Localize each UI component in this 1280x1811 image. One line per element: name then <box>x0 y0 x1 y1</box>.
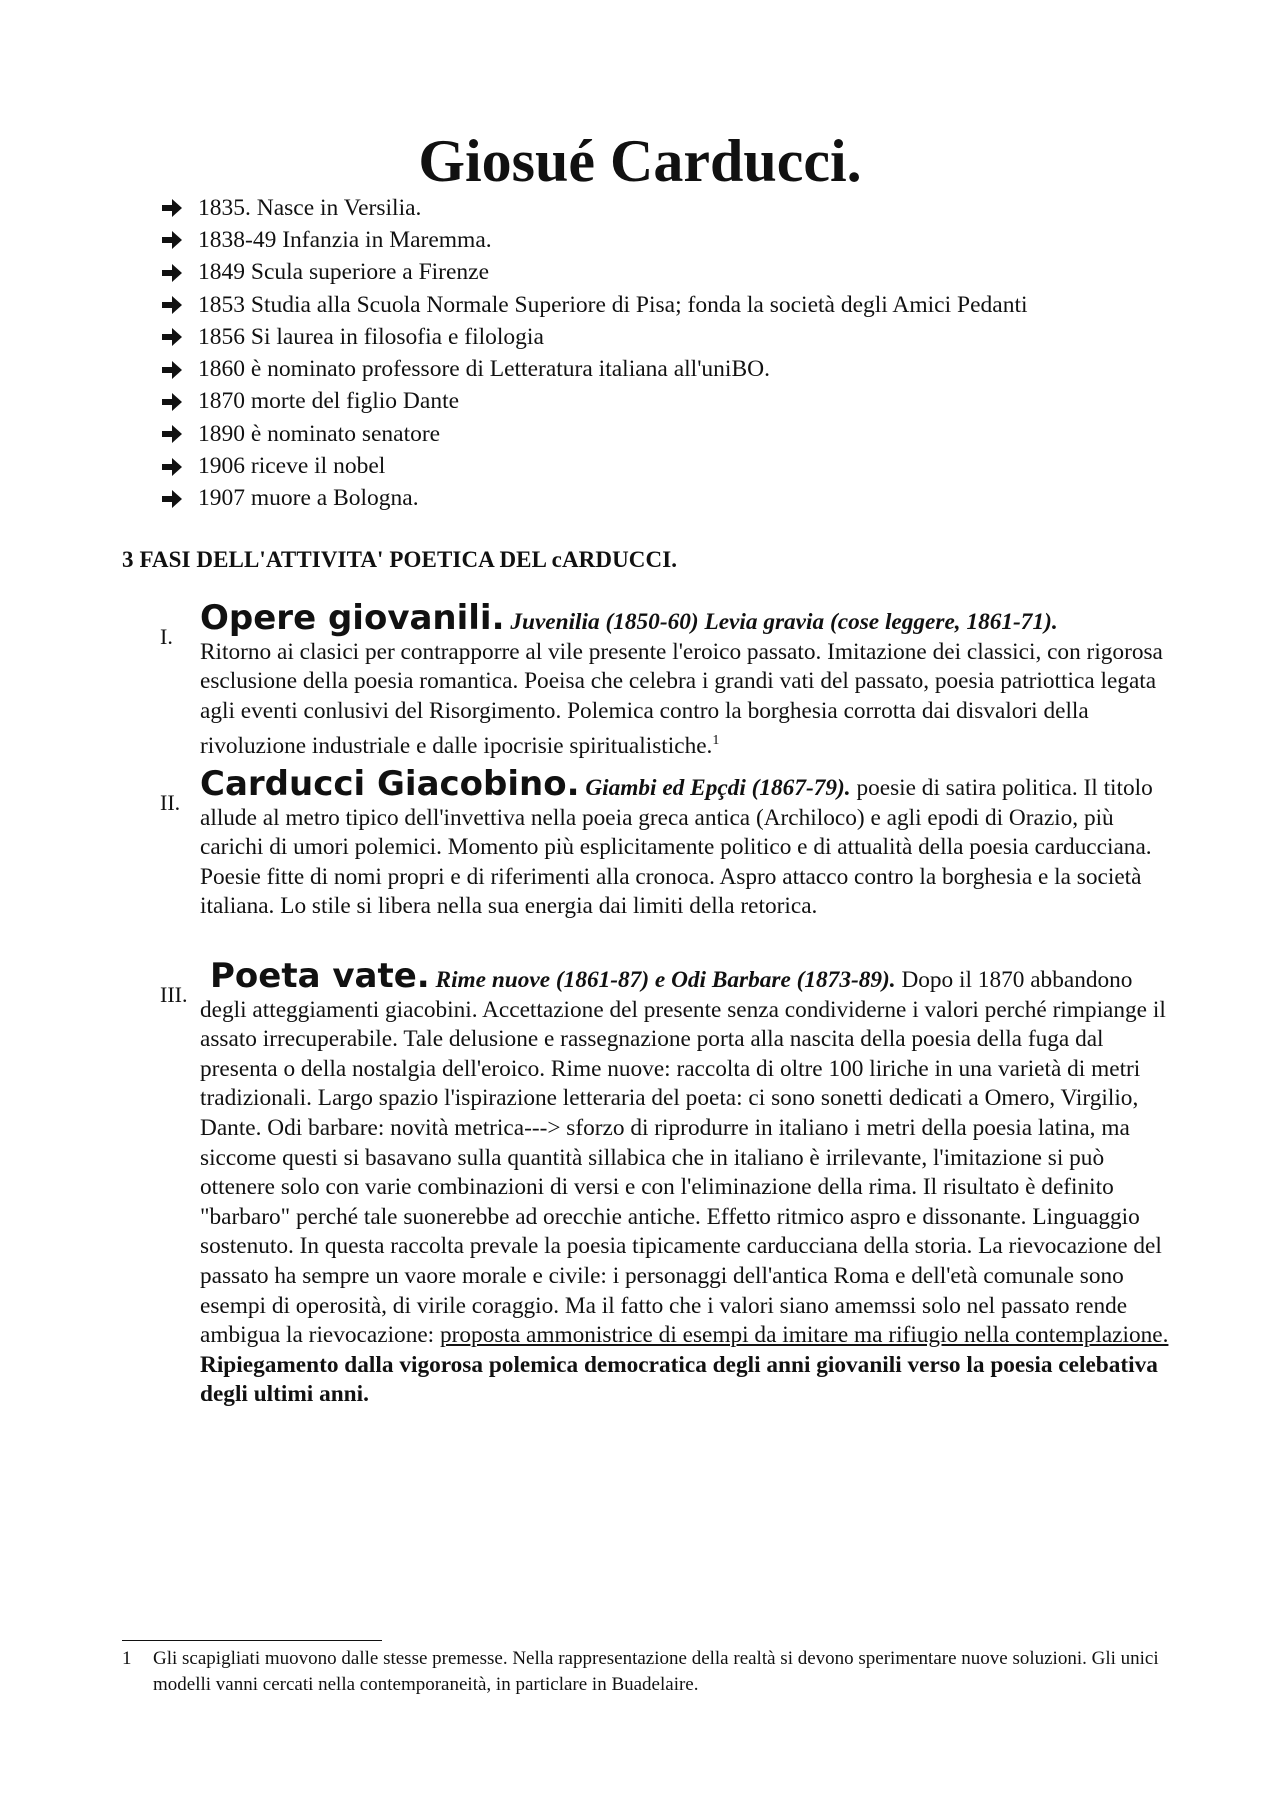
list-item: 1907 muore a Bologna. <box>160 483 1028 515</box>
arrow-right-icon <box>160 197 184 219</box>
phase-text: Ritorno ai clasici per contrapporre al vile presente l'eroico passato. Imitazione dei classici, con rigorosa esclusione della poesia romantica. Poeisa che celebra i grandi vati del passato, poesia patriottica legata agli eventi conlusivi del Risorgimento. Polemica contro la borghesia corrotta dai disvalori della rivoluzione industriale e dalle ipocrisie spiritualistiche. <box>200 638 1163 760</box>
section-heading: 3 FASI DELL'ATTIVITA' POETICA DEL cARDUCCI. <box>122 547 678 572</box>
footnote <box>122 1646 1172 1698</box>
phase-3 <box>160 956 1170 1410</box>
phase-heading: Opere giovanili. <box>200 598 505 638</box>
arrow-right-icon <box>160 262 184 284</box>
list-item: 1849 Scula superiore a Firenze <box>160 257 1028 289</box>
list-item: 1870 morte del figlio Dante <box>160 386 1028 418</box>
list-item: 1906 riceve il nobel <box>160 450 1028 482</box>
page-title: Giosué Carducci. <box>418 128 862 194</box>
footnote-number: 1 <box>122 1648 132 1669</box>
phase-numeral: III. <box>160 982 188 1007</box>
arrow-right-icon <box>160 456 184 478</box>
phase-text: Dopo il 1870 abbandono degli atteggiamenti giacobini. Accettazione del presente senza condividerne i valori perché rimpiange il assato irrecuperabile. Tale delusione e rassegnazione porta alla nascita della poesia della fuga dal presenta o della nostalgia dell'eroico. Rime nuove: raccolta di oltre 100 liriche in una varietà di metri tradizionali. Largo spazio l'ispirazione letteraria del poeta: ci sono sonetti dedicati a Omero, Virgilio, Dante. Odi barbare: novità metrica---> sforzo di riprodurre in italiano i metri della poesia latina, ma siccome questi si basavano sulla quantità sillabica che in italiano è irrilevante, l'imitazione si può ottenere solo con varie combinazioni di versi e con l'eliminazione della rima. Il risultato è definito "barbaro" perché tale suonerebbe ad orecchie antiche. Effetto ritmico aspro e dissonante. Linguaggio sostenuto. In questa raccolta prevale la poesia tipicamente carducciana della storia. La rievocazione del passato ha sempre un vaore morale e civile: i personaggi dell'antica Roma e dell'età comunale sono esempi di operosità, di virile coraggio. Ma il fatto che i valori siano amemssi solo nel passato rende ambigua la rievocazione: <box>200 967 1166 1349</box>
arrow-right-icon <box>160 359 184 381</box>
arrow-right-icon <box>160 423 184 445</box>
list-item: 1835. Nasce in Versilia. <box>160 192 1028 224</box>
footnote-divider <box>122 1640 382 1641</box>
list-item: 1860 è nominato professore di Letteratura italiana all'uniBO. <box>160 353 1028 385</box>
arrow-right-icon <box>160 229 184 251</box>
phase-body <box>200 598 1170 762</box>
bold-conclusion: Ripiegamento dalla vigorosa polemica democratica degli anni giovanili verso la poesia celebativa degli ultimi anni. <box>200 1351 1158 1408</box>
list-item: 1853 Studia alla Scuola Normale Superiore di Pisa; fonda la società degli Amici Pedanti <box>160 289 1028 321</box>
list-item: 1890 è nominato senatore <box>160 418 1028 450</box>
phase-body <box>200 956 1170 1410</box>
phase-works: Rime nuove (1861-87) e Odi Barbare (1873-89). <box>435 967 896 993</box>
phase-2 <box>160 764 1170 922</box>
phase-works: Giambi ed Epçdi (1867-79). <box>585 775 851 801</box>
underlined-text: proposta ammonistrice di esempi da imitare ma rifiugio nella contemplazione. <box>439 1322 1169 1349</box>
list-item: 1856 Si laurea in filosofia e filologia <box>160 321 1028 353</box>
phase-numeral: II. <box>160 790 181 815</box>
list-item: 1838-49 Infanzia in Maremma. <box>160 224 1028 256</box>
arrow-right-icon <box>160 488 184 510</box>
footnote-ref[interactable]: 1 <box>712 733 720 749</box>
footnote-text: Gli scapigliati muovono dalle stesse premesse. Nella rappresentazione della realtà si devono sperimentare nuove soluzioni. Gli unici modelli vanni cercati nella contemporaneità, in particlare in Buadelaire. <box>153 1648 1159 1695</box>
phase-1 <box>160 598 1170 762</box>
phase-works: Juvenilia (1850-60) Levia gravia (cose leggere, 1861-71). <box>510 609 1058 635</box>
phase-numeral: I. <box>160 624 173 649</box>
phase-heading: Poeta vate. <box>210 956 430 996</box>
phase-body <box>200 764 1170 922</box>
arrow-right-icon <box>160 326 184 348</box>
arrow-right-icon <box>160 391 184 413</box>
phase-heading: Carducci Giacobino. <box>200 764 580 804</box>
timeline-list <box>160 192 1028 515</box>
phase-text: poesie di satira politica. Il titolo allude al metro tipico dell'invettiva nella poeia greca antica (Archiloco) e agli epodi di Orazio, più carichi di umori polemici. Momento più esplicitamente politico e di attualità della poesia carducciana. Poesie fitte di nomi propri e di riferimenti alla cronoca. Aspro attacco contro la borghesia e la società italiana. Lo stile si libera nella sua energia dai limiti della retorica. <box>200 775 1153 920</box>
arrow-right-icon <box>160 294 184 316</box>
